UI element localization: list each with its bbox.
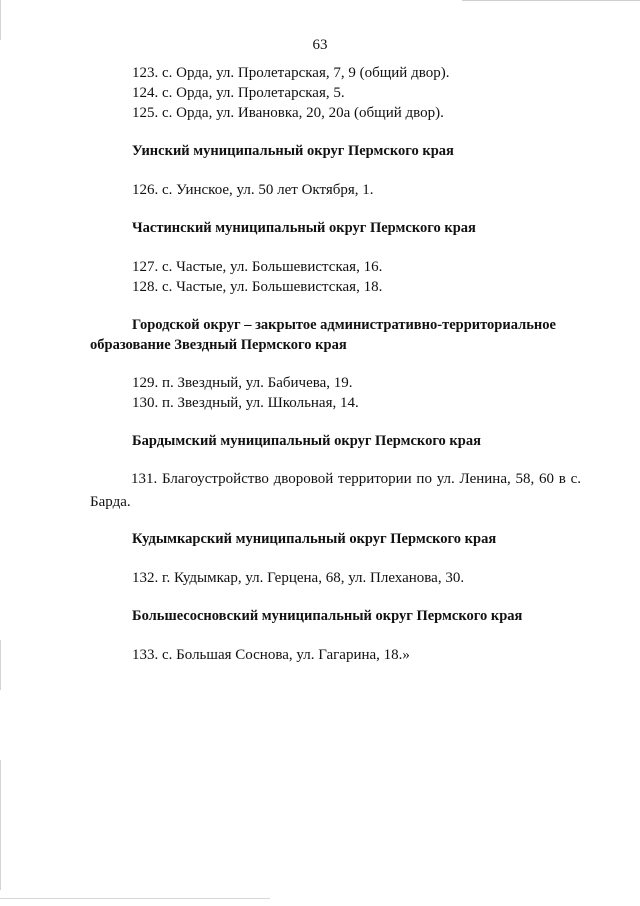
list-item-129: 129. п. Звездный, ул. Бабичева, 19. [132, 375, 353, 391]
list-item-127: 127. с. Частые, ул. Большевистская, 16. [132, 259, 383, 275]
section-heading-kudymkarsky: Кудымкарский муниципальный округ Пермского края [132, 531, 497, 547]
section-heading-bolshesosnovsky: Большесосновский муниципальный округ Пермского края [132, 608, 523, 624]
scan-edge-left-2 [0, 640, 1, 690]
section-heading-uinsky: Уинский муниципальный округ Пермского края [132, 143, 454, 159]
list-item-133: 133. с. Большая Соснова, ул. Гагарина, 18.» [132, 647, 410, 663]
list-item-126: 126. с. Уинское, ул. 50 лет Октября, 1. [132, 182, 374, 198]
scan-edge-top [462, 0, 640, 1]
list-item-128: 128. с. Частые, ул. Большевистская, 18. [132, 279, 383, 295]
list-item-130: 130. п. Звездный, ул. Школьная, 14. [132, 395, 359, 411]
section-heading-bardymsky: Бардымский муниципальный округ Пермского края [132, 433, 481, 449]
scan-edge-bottom [0, 898, 270, 899]
list-item-124: 124. с. Орда, ул. Пролетарская, 5. [132, 85, 345, 101]
section-heading-zvezdny-line-1: Городской округ – закрытое административно-территориальное [132, 317, 556, 333]
list-item-131: 131. Благоустройство дворовой территории по ул. Ленина, 58, 60 в с. Барда. [90, 471, 581, 510]
list-item-125: 125. с. Орда, ул. Ивановка, 20, 20а (общий двор). [132, 105, 444, 121]
scan-edge-left-1 [0, 0, 1, 40]
list-item-132: 132. г. Кудымкар, ул. Герцена, 68, ул. Плеханова, 30. [132, 570, 465, 586]
list-item-123: 123. с. Орда, ул. Пролетарская, 7, 9 (общий двор). [132, 65, 450, 81]
scan-edge-left-3 [0, 760, 1, 890]
page-number: 63 [312, 37, 328, 53]
section-heading-zvezdny-line-2: образование Звездный Пермского края [90, 337, 347, 353]
section-heading-chastinsky: Частинский муниципальный округ Пермского края [132, 220, 476, 236]
